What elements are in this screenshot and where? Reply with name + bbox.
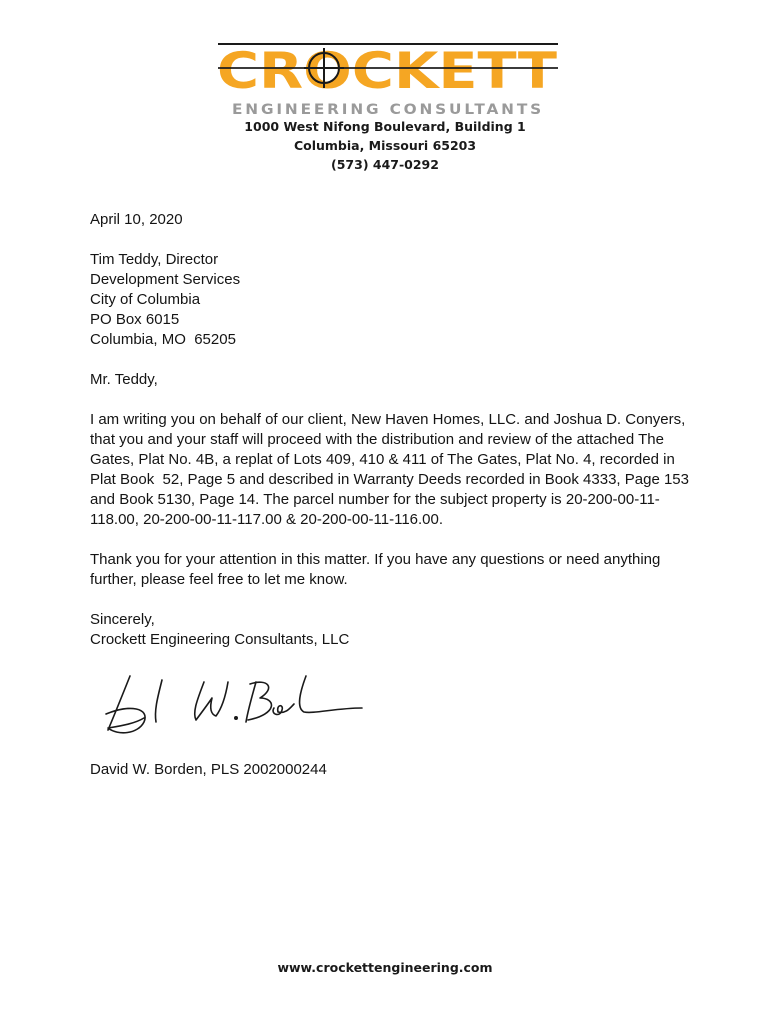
- svg-text:ENGINEERING CONSULTANTS: ENGINEERING CONSULTANTS: [232, 102, 544, 118]
- signer-name: David W. Borden, PLS 2002000244: [90, 761, 327, 778]
- recipient-line: PO Box 6015: [90, 311, 180, 328]
- phone-number: (573) 447-0292: [331, 157, 439, 172]
- letterhead-address: [0, 117, 770, 174]
- recipient-line: Development Services: [90, 271, 241, 288]
- address-line-1: 1000 West Nifong Boulevard, Building 1: [244, 119, 526, 134]
- closing: Sincerely,: [90, 611, 155, 628]
- letter-body: [90, 210, 694, 670]
- salutation: Mr. Teddy,: [90, 371, 158, 388]
- svg-text:CROCKETT: CROCKETT: [217, 42, 557, 100]
- footer-website[interactable]: www.crockettengineering.com: [277, 960, 493, 975]
- recipient-line: Tim Teddy, Director: [90, 251, 219, 268]
- company-logo: [212, 40, 562, 118]
- recipient-line: City of Columbia: [90, 291, 201, 308]
- body-paragraph: Thank you for your attention in this matter. If you have any questions or need anything further, please feel free to let me know.: [90, 551, 661, 588]
- letter-date: April 10, 2020: [90, 211, 183, 228]
- signature-graphic: [100, 668, 370, 748]
- body-paragraph: I am writing you on behalf of our client, New Haven Homes, LLC. and Joshua D. Conyers, that you and your staff will proceed with the distribution and review of the attached The Gates, Plat No. 4B, a replat of Lots 409, 410 & 411 of The Gates, Plat No. 4, recorded in Plat Book 52, Page 5 and described in Warranty Deeds recorded in Book 4333, Page 153 and Book 5130, Page 14. The parcel number for the subject property is 20-200-00-11-118.00, 20-200-00-11-117.00 & 20-200-00-11-116.00.: [90, 411, 694, 528]
- recipient-address: [90, 250, 690, 350]
- signature: [100, 668, 370, 748]
- recipient-line: Columbia, MO 65205: [90, 331, 236, 348]
- company-name: Crockett Engineering Consultants, LLC: [90, 631, 350, 648]
- closing-block: [90, 610, 690, 650]
- crockett-logo-graphic: [212, 40, 562, 118]
- address-line-2: Columbia, Missouri 65203: [293, 138, 477, 153]
